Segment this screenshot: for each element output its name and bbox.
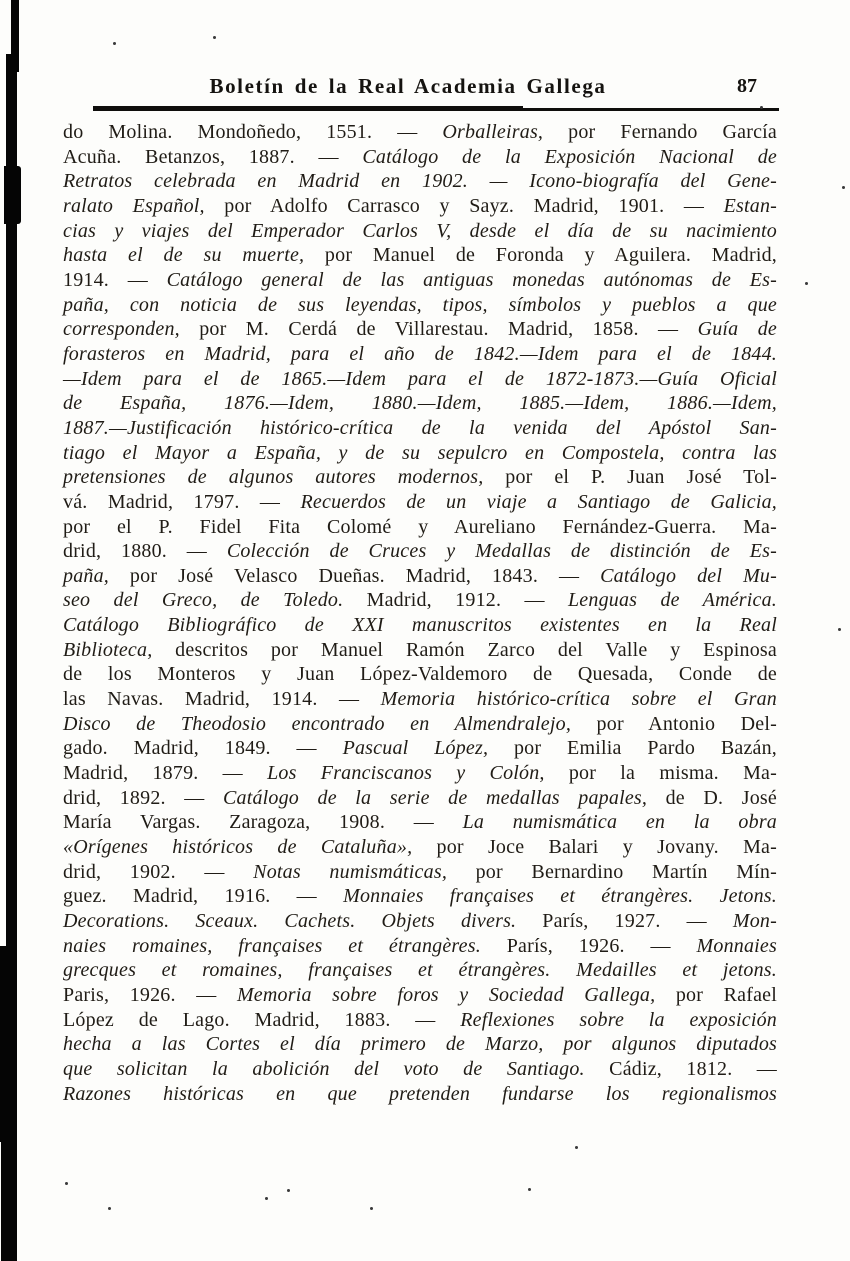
- scan-speck: [370, 1207, 373, 1210]
- text-segment: por Adolfo Carrasco y Sayz. Madrid, 1901. —: [204, 194, 724, 217]
- work-title-segment: Notas numismáticas,: [253, 860, 448, 883]
- text-line: [63, 736, 777, 761]
- text-segment: París, 1927. —: [516, 910, 733, 932]
- text-line: [63, 219, 777, 244]
- work-title-segment: Decorations. Sceaux. Cachets. Objets divers.: [63, 910, 517, 932]
- text-segment: María Vargas. Zaragoza, 1908. —: [63, 811, 463, 834]
- work-title-segment: hasta el de su muerte,: [63, 244, 305, 267]
- work-title-segment: Catálogo de la Exposición Nacional de: [362, 145, 777, 168]
- work-title-segment: Estan-: [723, 194, 778, 217]
- work-title-segment: Los Franciscanos y Colón,: [267, 762, 545, 785]
- text-segment: Paris, 1926. —: [63, 983, 237, 1006]
- text-line: [63, 835, 777, 860]
- text-line: [63, 243, 777, 268]
- work-title-segment: Memoria histórico-crítica sobre el Gran: [380, 688, 777, 711]
- scan-speck: [805, 282, 808, 285]
- scan-binding-edge: [0, 946, 14, 1142]
- work-title-segment: hecha a las Cortes el día primero de Marzo, por algunos diputados: [63, 1033, 777, 1056]
- text-line: [63, 391, 777, 416]
- text-segment: por Emilia Pardo Bazán,: [488, 737, 777, 760]
- work-title-segment: Memoria sobre foros y Sociedad Gallega,: [236, 983, 656, 1006]
- work-title-segment: naies romaines, françaises et étrangères.: [63, 934, 481, 957]
- text-line: [63, 1008, 777, 1033]
- text-line: [63, 712, 777, 737]
- text-segment: do Molina. Mondoñedo, 1551. —: [63, 121, 443, 143]
- text-line: [63, 441, 777, 466]
- text-line: [63, 490, 777, 515]
- text-line: [63, 194, 777, 219]
- scan-speck: [842, 186, 845, 189]
- text-line: [63, 539, 777, 564]
- work-title-segment: Reflexiones sobre la exposición: [460, 1008, 777, 1031]
- text-line: [63, 983, 777, 1008]
- scan-speck: [528, 1188, 531, 1191]
- text-segment: 1914. —: [63, 268, 167, 291]
- work-title-segment: Pascual López,: [342, 737, 489, 760]
- text-segment: drid, 1902. —: [63, 860, 254, 883]
- text-segment: descritos por Manuel Ramón Zarco del Valle y Espinosa: [152, 638, 777, 661]
- text-line: [63, 342, 777, 367]
- scan-speck: [287, 1189, 290, 1192]
- text-line: [63, 1032, 777, 1057]
- text-segment: Madrid, 1912. —: [343, 589, 568, 612]
- text-segment: drid, 1880. —: [63, 540, 227, 563]
- page-text: [63, 120, 777, 1106]
- scan-speck: [760, 106, 763, 109]
- text-segment: por Rafael: [655, 983, 777, 1006]
- text-line: [63, 662, 777, 687]
- work-title-segment: tiago el Mayor a España, y de su sepulcro en Compostela, contra las: [63, 441, 777, 464]
- text-segment: París, 1926. —: [480, 934, 697, 957]
- text-line: [63, 909, 777, 934]
- text-segment: Madrid, 1879. —: [63, 762, 268, 785]
- text-segment: por Manuel de Foronda y Aguilera. Madrid,: [304, 244, 778, 267]
- scan-speck: [575, 1146, 578, 1149]
- scan-speck: [65, 1182, 68, 1185]
- text-segment: de los Monteros y Juan López-Valdemoro de Quesada, Conde de: [63, 663, 777, 686]
- work-title-segment: Catálogo Bibliográfico de XXI manuscritos existentes en la Real: [63, 614, 777, 637]
- text-segment: vá. Madrid, 1797. —: [63, 490, 301, 513]
- text-segment: por Fernando García: [543, 121, 777, 143]
- work-title-segment: Catálogo de la serie de medallas papales,: [222, 786, 648, 809]
- text-segment: Cádiz, 1812. —: [584, 1057, 778, 1080]
- text-line: [63, 1082, 777, 1107]
- work-title-segment: Retratos celebrada en Madrid en 1902. — Icono-biografía del Gene-: [63, 170, 777, 193]
- text-segment: guez. Madrid, 1916. —: [63, 885, 344, 908]
- text-segment: por la misma. Ma-: [544, 762, 777, 785]
- work-title-segment: Biblioteca,: [63, 638, 153, 661]
- work-title-segment: Monnaies françaises et étrangères. Jetons.: [343, 885, 777, 908]
- text-line: [63, 638, 777, 663]
- text-line: [63, 268, 777, 293]
- work-title-segment: seo del Greco, de Toledo.: [63, 589, 344, 612]
- text-line: [63, 515, 777, 540]
- text-line: [63, 145, 777, 170]
- scan-speck: [108, 1207, 111, 1210]
- scan-speck: [213, 36, 216, 39]
- work-title-segment: Recuerdos de un viaje a Santiago de Galicia,: [300, 490, 777, 513]
- scan-binding-edge: [1, 1138, 10, 1261]
- work-title-segment: cias y viajes del Emperador Carlos V, desde el día de su nacimiento: [63, 219, 777, 242]
- journal-title: Boletín de la Real Academia Gallega: [209, 74, 607, 98]
- work-title-segment: Orballeiras,: [442, 121, 544, 143]
- work-title-segment: de España, 1876.—Idem, 1880.—Idem, 1885.—Idem, 1886.—Idem,: [63, 392, 777, 415]
- work-title-segment: paña, con noticia de sus leyendas, tipos, símbolos y pueblos a que: [63, 293, 777, 316]
- work-title-segment: Monnaies: [696, 934, 777, 957]
- text-line: [63, 958, 777, 983]
- work-title-segment: paña,: [63, 564, 109, 587]
- text-segment: las Navas. Madrid, 1914. —: [63, 688, 381, 711]
- text-segment: por Joce Balari y Jovany. Ma-: [412, 836, 777, 859]
- page-header: [63, 74, 777, 114]
- text-segment: por José Velasco Dueñas. Madrid, 1843. —: [109, 564, 601, 587]
- header-rule: [93, 108, 779, 111]
- scan-speck: [113, 42, 116, 45]
- text-line: [63, 934, 777, 959]
- text-segment: gado. Madrid, 1849. —: [63, 737, 343, 760]
- text-line: [63, 687, 777, 712]
- text-segment: drid, 1892. —: [63, 786, 223, 809]
- work-title-segment: Disco de Theodosio encontrado en Almendralejo,: [63, 712, 572, 735]
- text-line: [63, 293, 777, 318]
- text-line: [63, 786, 777, 811]
- work-title-segment: Razones históricas en que pretenden fundarse los regionalismos: [63, 1082, 777, 1105]
- work-title-segment: —Idem para el de 1865.—Idem para el de 1872-1873.—Guía Oficial: [63, 367, 777, 390]
- text-line: [63, 884, 777, 909]
- work-title-segment: Catálogo general de las antiguas monedas autónomas de Es-: [166, 268, 778, 291]
- work-title-segment: La numismática en la obra: [462, 811, 777, 834]
- text-line: [63, 564, 777, 589]
- text-segment: López de Lago. Madrid, 1883. —: [63, 1008, 461, 1031]
- text-line: [63, 169, 777, 194]
- text-line: [63, 761, 777, 786]
- work-title-segment: grecques et romaines, françaises et étrangères. Medailles et jetons.: [63, 959, 777, 982]
- work-title-segment: pretensiones de algunos autores modernos,: [63, 466, 484, 489]
- work-title-segment: ralato Español,: [63, 194, 205, 217]
- text-segment: por el P. Fidel Fita Colomé y Aureliano Fernández-Guerra. Ma-: [63, 515, 777, 538]
- text-line: [63, 1057, 777, 1082]
- scan-speck: [838, 628, 841, 631]
- text-line: [63, 416, 777, 441]
- work-title-segment: Colección de Cruces y Medallas de distinción de Es-: [226, 540, 777, 563]
- text-segment: por Bernardino Martín Mín-: [447, 860, 777, 883]
- work-title-segment: forasteros en Madrid, para el año de 1842.—Idem para el de 1844.: [63, 342, 777, 365]
- scan-speck: [265, 1197, 268, 1200]
- text-line: [63, 120, 777, 145]
- text-line: [63, 613, 777, 638]
- text-line: [63, 465, 777, 490]
- text-segment: por el P. Juan José Tol-: [483, 466, 777, 489]
- work-title-segment: «Orígenes históricos de Cataluña»,: [63, 836, 413, 859]
- work-title-segment: Mon-: [732, 910, 777, 932]
- text-segment: por Antonio Del-: [571, 712, 777, 735]
- page-number: 87: [737, 75, 757, 97]
- work-title-segment: Catálogo del Mu-: [600, 564, 777, 587]
- work-title-segment: Lenguas de América.: [567, 589, 778, 612]
- text-line: [63, 860, 777, 885]
- work-title-segment: Guía de: [697, 318, 777, 341]
- text-line: [63, 588, 777, 613]
- text-line: [63, 317, 777, 342]
- text-segment: Acuña. Betanzos, 1887. —: [63, 145, 363, 168]
- text-line: [63, 367, 777, 392]
- work-title-segment: que solicitan la abolición del voto de Santiago.: [63, 1057, 585, 1080]
- scan-binding-edge: [4, 166, 21, 224]
- text-line: [63, 810, 777, 835]
- work-title-segment: 1887.—Justificación histórico-crítica de la venida del Apóstol San-: [63, 416, 777, 439]
- work-title-segment: corresponden,: [63, 318, 180, 341]
- text-segment: de D. José: [647, 786, 777, 809]
- text-segment: por M. Cerdá de Villarestau. Madrid, 1858. —: [179, 318, 698, 341]
